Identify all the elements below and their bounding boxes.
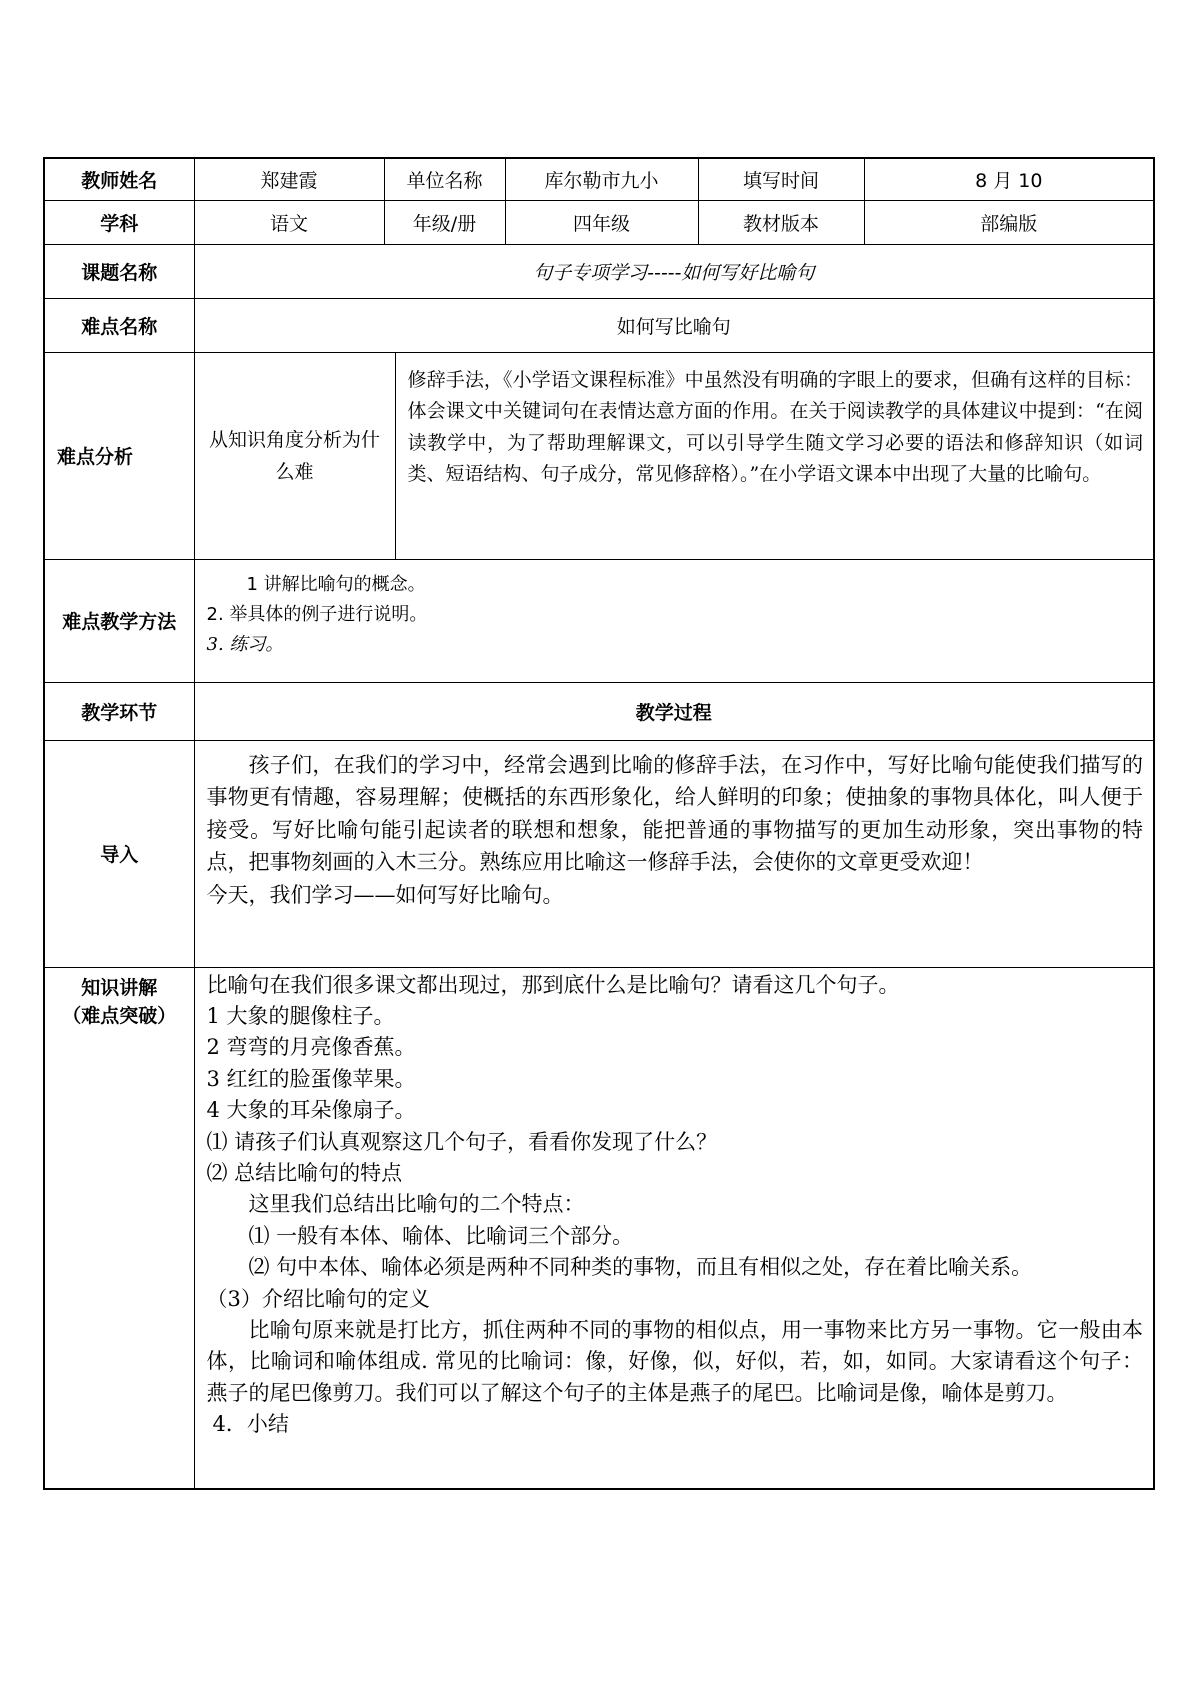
grade-value: 四年级 bbox=[505, 200, 698, 244]
difficulty-label: 难点名称 bbox=[44, 298, 194, 352]
example-sentence: 4 大象的耳朵像扇子。 bbox=[206, 1098, 416, 1123]
analysis-sub-label: 从知识角度分析为什么难 bbox=[194, 352, 395, 559]
analysis-text: 修辞手法，《小学语文课程标准》中虽然没有明确的字眼上的要求，但确有这样的目标：体会课文中关键词句在表情达意方面的作用。在关于阅读教学的具体建议中提到：“在阅读教学中，为了帮助理解课文，可以引导学生随文学习必要的语法和修辞知识（如词类、短语结构、句子成分，常见修辞格）。”在小学语文课本中出现了大量的比喻句。 bbox=[395, 352, 1154, 559]
intro-paragraph: 孩子们，在我们的学习中，经常会遇到比喻的修辞手法，在习作中，写好比喻句能使我们描写的事物更有情趣，容易理解；使概括的东西形象化，给人鲜明的印象；使抽象的事物具体化，叫人便于接受。写好比喻句能引起读者的联想和想象，能把普通的事物描写的更加生动形象，突出事物的特点，把事物刻画的入木三分。熟练应用比喻这一修辞手法，会使你的文章更受欢迎！ bbox=[206, 752, 1144, 874]
date-label: 填写时间 bbox=[698, 158, 864, 200]
definition-paragraph: 比喻句原来就是打比方，抓住两种不同的事物的相似点，用一事物来比方另一事物。它一般由本体，比喻词和喻体组成. 常见的比喻词：像，好像，似，好似，若，如，如同。大家请看这个句子：燕子的尾巴像剪刀。我们可以了解这个句子的主体是燕子的尾巴。比喻词是像，喻体是剪刀。 bbox=[206, 1317, 1144, 1405]
intro-row bbox=[44, 740, 1154, 967]
knowledge-lead: 比喻句在我们很多课文都出现过，那到底什么是比喻句？请看这几个句子。 bbox=[206, 972, 900, 997]
knowledge-content bbox=[194, 967, 1154, 1489]
analysis-label: 难点分析 bbox=[44, 352, 194, 559]
intro-closing: 今天，我们学习——如何写好比喻句。 bbox=[206, 882, 564, 907]
grade-label: 年级/册 bbox=[384, 200, 505, 244]
example-sentence: 2 弯弯的月亮像香蕉。 bbox=[206, 1035, 416, 1060]
question-1: ⑴ 请孩子们认真观察这几个句子，看看你发现了什么？ bbox=[206, 1129, 718, 1154]
knowledge-label-line2: （难点突破） bbox=[62, 1004, 177, 1027]
subject-label: 学科 bbox=[44, 200, 194, 244]
example-sentence: 1 大象的腿像柱子。 bbox=[206, 1003, 395, 1028]
feature-2: ⑵ 句中本体、喻体必须是两种不同种类的事物，而且有相似之处，存在着比喻关系。 bbox=[248, 1255, 1033, 1280]
process-content-label: 教学过程 bbox=[194, 682, 1154, 740]
topic-label: 课题名称 bbox=[44, 244, 194, 298]
method-list bbox=[194, 559, 1154, 682]
example-sentence: 3 红红的脸蛋像苹果。 bbox=[206, 1066, 416, 1091]
knowledge-row bbox=[44, 967, 1154, 1489]
header-row-2 bbox=[44, 200, 1154, 244]
knowledge-label-line1: 知识讲解 bbox=[81, 976, 158, 999]
method-item: 1 讲解比喻句的概念。 bbox=[246, 573, 426, 595]
edition-label: 教材版本 bbox=[698, 200, 864, 244]
method-item: 3. 练习。 bbox=[206, 633, 284, 655]
method-row bbox=[44, 559, 1154, 682]
intro-label: 导入 bbox=[44, 740, 194, 967]
edition-value: 部编版 bbox=[864, 200, 1154, 244]
date-value: 8 月 10 bbox=[864, 158, 1154, 200]
topic-value: 句子专项学习-----如何写好比喻句 bbox=[194, 244, 1154, 298]
analysis-row bbox=[44, 352, 1154, 559]
question-3: （3）介绍比喻句的定义 bbox=[206, 1286, 430, 1311]
method-item: 2. 举具体的例子进行说明。 bbox=[206, 603, 428, 625]
difficulty-row bbox=[44, 298, 1154, 352]
summary-intro: 这里我们总结出比喻句的二个特点： bbox=[248, 1192, 585, 1217]
subject-value: 语文 bbox=[194, 200, 384, 244]
header-row-1 bbox=[44, 158, 1154, 200]
lesson-plan-table bbox=[43, 157, 1155, 1490]
process-header-row bbox=[44, 682, 1154, 740]
teacher-name-label: 教师姓名 bbox=[44, 158, 194, 200]
feature-1: ⑴ 一般有本体、喻体、比喻词三个部分。 bbox=[248, 1223, 634, 1248]
topic-row bbox=[44, 244, 1154, 298]
question-2: ⑵ 总结比喻句的特点 bbox=[206, 1160, 403, 1185]
process-stage-label: 教学环节 bbox=[44, 682, 194, 740]
summary-heading: 4．小结 bbox=[212, 1412, 289, 1437]
lesson-plan-form bbox=[43, 157, 1153, 1490]
intro-content bbox=[194, 740, 1154, 967]
unit-name-value: 库尔勒市九小 bbox=[505, 158, 698, 200]
unit-name-label: 单位名称 bbox=[384, 158, 505, 200]
method-label: 难点教学方法 bbox=[44, 559, 194, 682]
difficulty-value: 如何写比喻句 bbox=[194, 298, 1154, 352]
knowledge-label bbox=[44, 967, 194, 1489]
teacher-name-value: 郑建霞 bbox=[194, 158, 384, 200]
